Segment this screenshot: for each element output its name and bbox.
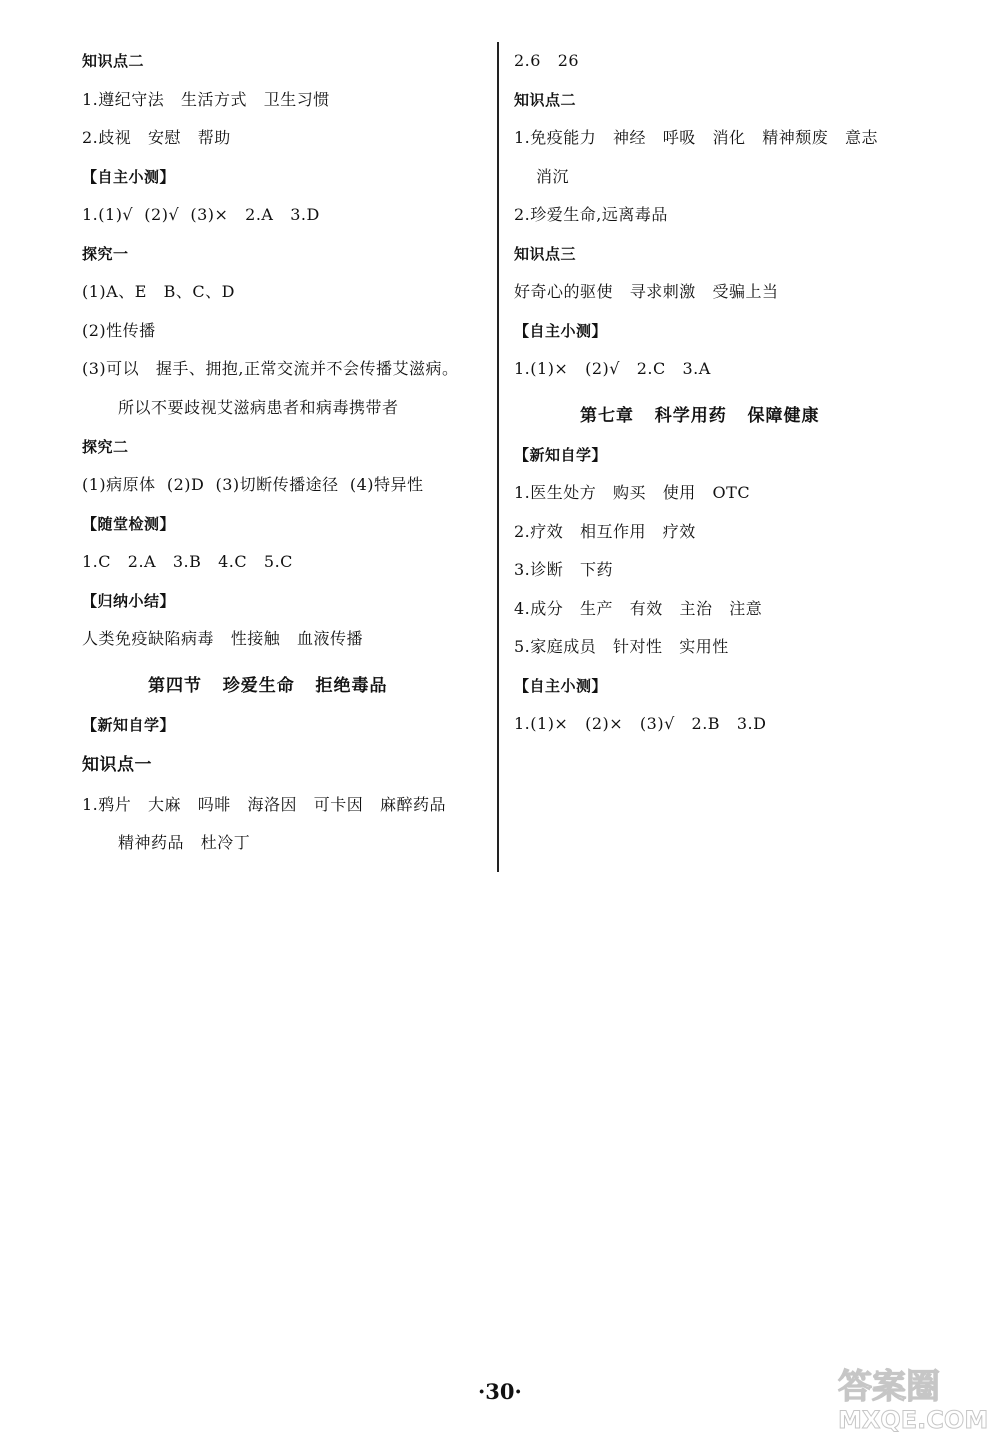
heading-knowledge-3: 知识点三 [514,245,577,263]
heading-knowledge-2: 知识点二 [82,52,145,70]
watermark-logo [828,1362,998,1434]
answer-line: 人类免疫缺陷病毒 性接触 血液传播 [82,629,364,648]
answer-line: 1.医生处方 购买 使用 OTC [514,483,751,502]
answer-line: 3.诊断 下药 [514,560,614,579]
section-title: 第四节 珍爱生命 拒绝毒品 [148,676,388,696]
answer-line: (2)性传播 [82,321,156,340]
answer-line: 2.疗效 相互作用 疗效 [514,522,696,541]
answer-line: 1.C 2.A 3.B 4.C 5.C [82,552,293,571]
answer-line: 1.鸦片 大麻 吗啡 海洛因 可卡因 麻醉药品 [82,795,447,814]
answer-line-continued: 精神药品 杜冷丁 [118,833,251,852]
heading-self-test: 【自主小测】 [82,168,176,186]
answer-line: 好奇心的驱使 寻求刺激 受骗上当 [514,282,779,301]
heading-new-knowledge: 【新知自学】 [514,446,608,464]
answer-line: 1.(1)√ (2)√ (3)× 2.A 3.D [82,205,320,224]
answer-line: (3)可以 握手、拥抱,正常交流并不会传播艾滋病。 [82,359,459,378]
heading-class-check: 【随堂检测】 [82,515,176,533]
answer-line: 1.遵纪守法 生活方式 卫生习惯 [82,90,330,109]
chapter-title: 第七章 科学用药 保障健康 [580,406,820,426]
heading-summary: 【归纳小结】 [82,592,176,610]
heading-self-test: 【自主小测】 [514,677,608,695]
answer-line-continued: 消沉 [536,167,570,186]
answer-line: (1)病原体 (2)D (3)切断传播途径 (4)特异性 [82,475,424,494]
answer-line: 2.6 26 [514,51,580,70]
answer-line: 2.珍爱生命,远离毒品 [514,205,668,224]
answer-line: 2.歧视 安慰 帮助 [82,128,231,147]
heading-self-test: 【自主小测】 [514,322,608,340]
answer-line: 1.(1)× (2)× (3)√ 2.B 3.D [514,714,767,733]
divider-line [497,42,499,872]
answer-line-continued: 所以不要歧视艾滋病患者和病毒携带者 [118,398,399,417]
heading-new-knowledge: 【新知自学】 [82,716,176,734]
page-number: ·30· [478,1379,522,1404]
answer-line: 1.免疫能力 神经 呼吸 消化 精神颓废 意志 [514,128,879,147]
answer-line: 5.家庭成员 针对性 实用性 [514,637,729,656]
watermark-text-bottom: MXQE.COM [838,1406,989,1434]
watermark-text-top: 答案圈 [838,1367,940,1407]
heading-explore-1: 探究一 [82,245,129,263]
heading-explore-2: 探究二 [82,438,129,456]
answer-line: 4.成分 生产 有效 主治 注意 [514,599,763,618]
answer-line: (1)A、E B、C、D [82,282,235,301]
heading-knowledge-1: 知识点一 [82,755,152,775]
heading-knowledge-2: 知识点二 [514,91,577,109]
answer-line: 1.(1)× (2)√ 2.C 3.A [514,359,711,378]
